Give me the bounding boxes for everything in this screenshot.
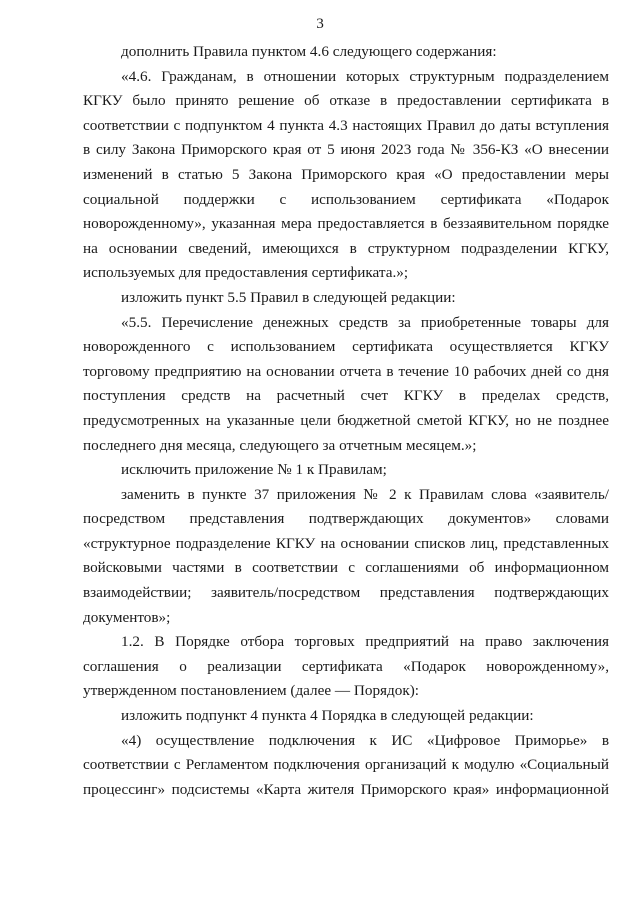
- paragraph-amend-rules-4-6-intro: дополнить Правила пунктом 4.6 следующего содержания:: [121, 43, 497, 60]
- page-number: 3: [316, 15, 324, 32]
- paragraph-section-1-2: 1.2. В Порядке отбора торговых предприятий на право заключения соглашения о реализации сертификата «Подарок новорожденному», утвержденном постановлением (далее — Порядок):: [83, 633, 609, 700]
- paragraph-subpoint-4-text: «4) осуществление подключения к ИС «Цифровое Приморье» в соответствии с Регламентом подключения организаций к модулю «Социальный процессинг» подсистемы «Карта жителя Приморского края» информационной: [83, 731, 609, 798]
- paragraph-rule-4-6-text: «4.6. Гражданам, в отношении которых структурным подразделением КГКУ было принято решение об отказе в предоставлении сертификата в соответствии с подпунктом 4 пункта 4.3 настоящих Правил до даты вступления в силу Закона Приморского края от 5 июня 2023 года № 356-КЗ «О внесении изменений в статью 5 Закона Приморского края «О предоставлении меры социальной поддержки с использованием сертификата «Подарок новорожденному», указанная мера предоставляется в беззаявительном порядке на основании сведений, имеющихся в структурном подразделении КГКУ, используемых для предоставления сертификата.»;: [83, 67, 609, 282]
- paragraph-replace-words-appendix-2: заменить в пункте 37 приложения № 2 к Правилам слова «заявитель/посредством представления подтверждающих документов» словами «структурное подразделение КГКУ на основании списков лиц, представленных войсковыми частями в соответствии с соглашениями об информационном взаимодействии; заявитель/посредством представления подтверждающих документов»;: [83, 485, 609, 626]
- document-body: [83, 40, 609, 802]
- paragraph-amend-subpoint-4: изложить подпункт 4 пункта 4 Порядка в следующей редакции:: [121, 707, 534, 725]
- paragraph-exclude-appendix-1: исключить приложение № 1 к Правилам;: [121, 461, 387, 479]
- paragraph-amend-rule-5-5-intro: изложить пункт 5.5 Правил в следующей редакции:: [121, 288, 456, 306]
- paragraph-rule-5-5-text: «5.5. Перечисление денежных средств за приобретенные товары для новорожденного с использованием сертификата осуществляется КГКУ торговому предприятию на основании отчета в течение 10 рабочих дней со дня поступления средств на расчетный счет КГКУ в пределах средств, предусмотренных на указанные цели бюджетной сметой КГКУ, но не позднее последнего дня месяца, следующего за отчетным месяцем.»;: [83, 313, 609, 454]
